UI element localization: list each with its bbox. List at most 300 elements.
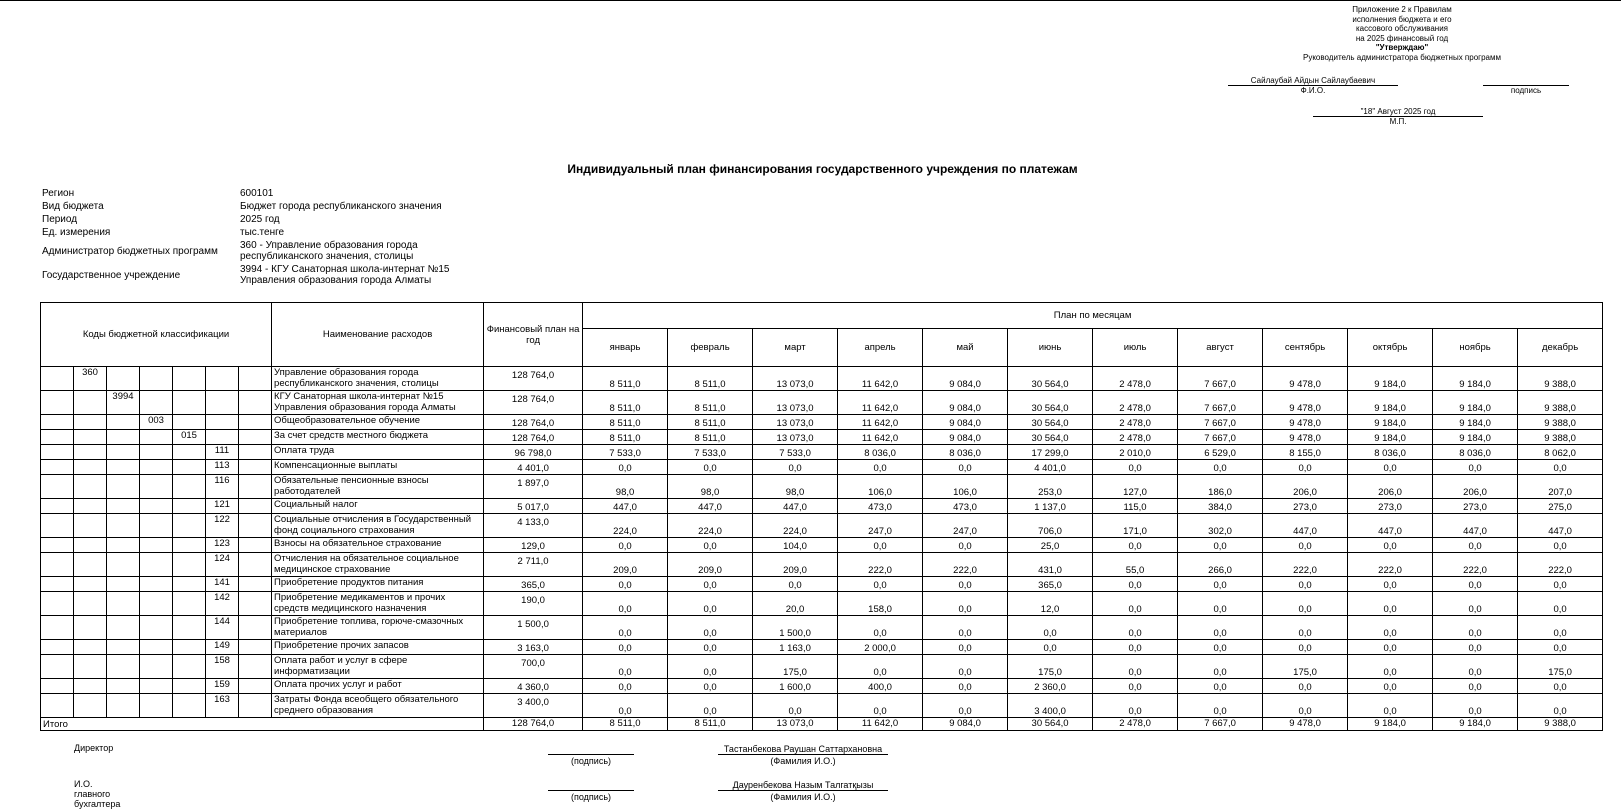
expense-name-cell: Оплата прочих услуг и работ <box>272 679 484 694</box>
month-value-cell: 209,0 <box>668 553 753 577</box>
month-value-cell: 0,0 <box>1178 694 1263 718</box>
month-value-cell: 2 478,0 <box>1093 430 1178 445</box>
header-month: июль <box>1093 329 1178 367</box>
month-value-cell: 9 184,0 <box>1433 367 1518 391</box>
month-value-cell: 0,0 <box>1348 577 1433 592</box>
annual-plan-cell: 700,0 <box>484 655 583 679</box>
month-value-cell: 9 084,0 <box>923 430 1008 445</box>
meta-row-administrator <box>42 239 470 263</box>
total-month: 30 564,0 <box>1008 718 1093 731</box>
top-rule <box>0 0 1621 1</box>
accountant-name: Дауренбекова Назым Талгатқызы <box>718 780 888 791</box>
budget-code-cell <box>239 430 272 445</box>
month-value-cell: 25,0 <box>1008 538 1093 553</box>
month-value-cell: 0,0 <box>668 679 753 694</box>
budget-code-cell: 144 <box>206 616 239 640</box>
budget-code-cell <box>107 475 140 499</box>
table-row <box>41 616 1603 640</box>
budget-code-cell <box>173 367 206 391</box>
month-value-cell: 447,0 <box>1433 514 1518 538</box>
month-value-cell: 11 642,0 <box>838 367 923 391</box>
budget-code-cell <box>74 655 107 679</box>
budget-code-cell <box>239 475 272 499</box>
table-row <box>41 460 1603 475</box>
budget-code-cell <box>239 655 272 679</box>
month-value-cell: 0,0 <box>1433 679 1518 694</box>
table-row <box>41 592 1603 616</box>
expense-name-cell: Социальный налог <box>272 499 484 514</box>
month-value-cell: 106,0 <box>838 475 923 499</box>
budget-code-cell <box>239 553 272 577</box>
month-value-cell: 7 667,0 <box>1178 415 1263 430</box>
budget-code-cell <box>74 538 107 553</box>
month-value-cell: 0,0 <box>1263 616 1348 640</box>
budget-code-cell <box>140 577 173 592</box>
month-value-cell: 0,0 <box>1178 577 1263 592</box>
month-value-cell: 0,0 <box>838 694 923 718</box>
meta-label: Вид бюджета <box>42 201 104 212</box>
budget-code-cell <box>173 616 206 640</box>
month-value-cell: 11 642,0 <box>838 391 923 415</box>
month-value-cell: 0,0 <box>668 460 753 475</box>
month-value-cell: 473,0 <box>923 499 1008 514</box>
header-month: октябрь <box>1348 329 1433 367</box>
budget-code-cell <box>173 538 206 553</box>
month-value-cell: 0,0 <box>1178 655 1263 679</box>
total-label: Итого <box>41 718 484 731</box>
budget-code-cell <box>173 655 206 679</box>
month-value-cell: 2 360,0 <box>1008 679 1093 694</box>
month-value-cell: 2 000,0 <box>838 640 923 655</box>
expense-name-cell: Отчисления на обязательное социальное медицинское страхование <box>272 553 484 577</box>
month-value-cell: 0,0 <box>1093 694 1178 718</box>
meta-row-period <box>42 213 470 226</box>
budget-code-cell <box>74 514 107 538</box>
accountant-sign-caption: (подпись) <box>570 792 612 802</box>
table-row <box>41 475 1603 499</box>
budget-code-cell <box>41 415 74 430</box>
month-value-cell: 0,0 <box>1263 592 1348 616</box>
annual-plan-cell: 365,0 <box>484 577 583 592</box>
meta-label: Ед. измерения <box>42 227 111 238</box>
director-name: Тастанбекова Раушан Саттархановна <box>718 744 888 755</box>
month-value-cell: 0,0 <box>583 694 668 718</box>
annual-plan-cell: 5 017,0 <box>484 499 583 514</box>
month-value-cell: 98,0 <box>583 475 668 499</box>
budget-code-cell <box>107 553 140 577</box>
budget-code-cell <box>173 415 206 430</box>
month-value-cell: 0,0 <box>1093 616 1178 640</box>
month-value-cell: 207,0 <box>1518 475 1603 499</box>
month-value-cell: 2 478,0 <box>1093 415 1178 430</box>
annual-plan-cell: 128 764,0 <box>484 430 583 445</box>
budget-code-cell <box>239 415 272 430</box>
month-value-cell: 0,0 <box>1348 460 1433 475</box>
header-month: сентябрь <box>1263 329 1348 367</box>
month-value-cell: 224,0 <box>668 514 753 538</box>
month-value-cell: 0,0 <box>1178 592 1263 616</box>
budget-code-cell <box>41 445 74 460</box>
annual-plan-cell: 128 764,0 <box>484 367 583 391</box>
month-value-cell: 222,0 <box>838 553 923 577</box>
month-value-cell: 273,0 <box>1263 499 1348 514</box>
month-value-cell: 30 564,0 <box>1008 367 1093 391</box>
month-value-cell: 1 137,0 <box>1008 499 1093 514</box>
budget-code-cell <box>239 640 272 655</box>
annual-plan-cell: 129,0 <box>484 538 583 553</box>
month-value-cell: 7 667,0 <box>1178 391 1263 415</box>
month-value-cell: 98,0 <box>753 475 838 499</box>
meta-value: 360 - Управление образования города республиканского значения, столицы <box>240 240 418 262</box>
total-month: 9 184,0 <box>1348 718 1433 731</box>
budget-code-cell: 360 <box>74 367 107 391</box>
budget-code-cell: 141 <box>206 577 239 592</box>
budget-code-cell <box>41 616 74 640</box>
budget-code-cell <box>239 460 272 475</box>
appendix-line: на 2025 финансовый год <box>1355 33 1449 43</box>
month-value-cell: 253,0 <box>1008 475 1093 499</box>
budget-code-cell <box>239 616 272 640</box>
month-value-cell: 9 184,0 <box>1433 415 1518 430</box>
month-value-cell: 0,0 <box>838 655 923 679</box>
budget-code-cell <box>239 577 272 592</box>
month-value-cell: 0,0 <box>1263 577 1348 592</box>
month-value-cell: 0,0 <box>923 679 1008 694</box>
month-value-cell: 0,0 <box>583 679 668 694</box>
budget-code-cell <box>140 445 173 460</box>
budget-code-cell: 149 <box>206 640 239 655</box>
month-value-cell: 0,0 <box>1433 655 1518 679</box>
month-value-cell: 9 184,0 <box>1348 415 1433 430</box>
month-value-cell: 0,0 <box>1348 538 1433 553</box>
budget-code-cell <box>107 592 140 616</box>
annual-plan-cell: 128 764,0 <box>484 391 583 415</box>
approver-name-block <box>1228 76 1398 95</box>
budget-code-cell <box>74 694 107 718</box>
month-value-cell: 0,0 <box>1518 679 1603 694</box>
month-value-cell: 209,0 <box>583 553 668 577</box>
month-value-cell: 158,0 <box>838 592 923 616</box>
budget-code-cell <box>239 592 272 616</box>
month-value-cell: 9 388,0 <box>1518 367 1603 391</box>
month-value-cell: 2 478,0 <box>1093 367 1178 391</box>
annual-plan-cell: 3 400,0 <box>484 694 583 718</box>
budget-code-cell <box>140 679 173 694</box>
table-row <box>41 445 1603 460</box>
budget-code-cell: 015 <box>173 430 206 445</box>
month-value-cell: 447,0 <box>583 499 668 514</box>
month-value-cell: 447,0 <box>668 499 753 514</box>
budget-code-cell <box>140 391 173 415</box>
budget-code-cell <box>173 499 206 514</box>
month-value-cell: 8 511,0 <box>668 430 753 445</box>
budget-code-cell <box>140 475 173 499</box>
month-value-cell: 8 036,0 <box>1433 445 1518 460</box>
month-value-cell: 8 062,0 <box>1518 445 1603 460</box>
month-value-cell: 9 184,0 <box>1433 391 1518 415</box>
appendix-line: кассового обслуживания <box>1355 24 1449 34</box>
budget-code-cell <box>74 679 107 694</box>
month-value-cell: 2 010,0 <box>1093 445 1178 460</box>
month-value-cell: 473,0 <box>838 499 923 514</box>
total-month: 13 073,0 <box>753 718 838 731</box>
month-value-cell: 3 400,0 <box>1008 694 1093 718</box>
budget-code-cell <box>107 415 140 430</box>
month-value-cell: 273,0 <box>1433 499 1518 514</box>
total-month: 2 478,0 <box>1093 718 1178 731</box>
month-value-cell: 706,0 <box>1008 514 1093 538</box>
total-month: 9 084,0 <box>923 718 1008 731</box>
budget-code-cell <box>74 553 107 577</box>
approval-date-block <box>1313 107 1483 126</box>
month-value-cell: 0,0 <box>583 640 668 655</box>
budget-code-cell <box>41 367 74 391</box>
accountant-name-caption: (Фамилия И.О.) <box>770 792 836 802</box>
budget-code-cell <box>173 694 206 718</box>
budget-code-cell: 124 <box>206 553 239 577</box>
month-value-cell: 6 529,0 <box>1178 445 1263 460</box>
month-value-cell: 0,0 <box>838 538 923 553</box>
budget-code-cell <box>239 694 272 718</box>
budget-code-cell <box>206 430 239 445</box>
budget-code-cell <box>74 577 107 592</box>
meta-value: тыс.тенге <box>240 227 285 238</box>
month-value-cell: 0,0 <box>1518 616 1603 640</box>
budget-code-cell <box>140 367 173 391</box>
month-value-cell: 222,0 <box>1263 553 1348 577</box>
month-value-cell: 0,0 <box>1518 694 1603 718</box>
month-value-cell: 0,0 <box>923 694 1008 718</box>
budget-code-cell <box>239 679 272 694</box>
month-value-cell: 0,0 <box>583 538 668 553</box>
month-value-cell: 0,0 <box>1348 679 1433 694</box>
month-value-cell: 175,0 <box>753 655 838 679</box>
month-value-cell: 9 084,0 <box>923 415 1008 430</box>
director-name-caption: (Фамилия И.О.) <box>770 756 836 766</box>
budget-code-cell <box>107 694 140 718</box>
month-value-cell: 0,0 <box>923 640 1008 655</box>
budget-code-cell <box>107 538 140 553</box>
header-name: Наименование расходов <box>272 303 484 367</box>
expense-name-cell: Оплата работ и услуг в сфере информатизации <box>272 655 484 679</box>
meta-label: Администратор бюджетных программ <box>42 245 218 257</box>
header-month: май <box>923 329 1008 367</box>
budget-code-cell: 122 <box>206 514 239 538</box>
month-value-cell: 0,0 <box>1093 655 1178 679</box>
expense-name-cell: Приобретение топлива, горюче-смазочных материалов <box>272 616 484 640</box>
table-row <box>41 367 1603 391</box>
total-annual: 128 764,0 <box>484 718 583 731</box>
table-row <box>41 415 1603 430</box>
budget-code-cell <box>173 514 206 538</box>
month-value-cell: 8 511,0 <box>583 367 668 391</box>
total-month: 11 642,0 <box>838 718 923 731</box>
budget-code-cell <box>41 679 74 694</box>
budget-code-cell <box>107 577 140 592</box>
month-value-cell: 8 036,0 <box>1348 445 1433 460</box>
month-value-cell: 0,0 <box>668 577 753 592</box>
month-value-cell: 8 511,0 <box>583 430 668 445</box>
meta-value: 600101 <box>240 188 274 199</box>
month-value-cell: 8 036,0 <box>923 445 1008 460</box>
table-row <box>41 655 1603 679</box>
month-value-cell: 17 299,0 <box>1008 445 1093 460</box>
budget-code-cell: 003 <box>140 415 173 430</box>
month-value-cell: 7 667,0 <box>1178 430 1263 445</box>
month-value-cell: 0,0 <box>583 616 668 640</box>
month-value-cell: 0,0 <box>923 460 1008 475</box>
header-month: апрель <box>838 329 923 367</box>
approver-sign-line <box>1483 76 1569 86</box>
table-row <box>41 640 1603 655</box>
budget-code-cell <box>41 553 74 577</box>
accountant-sign-line <box>548 780 634 791</box>
expense-name-cell: Социальные отчисления в Государственный фонд социального страхования <box>272 514 484 538</box>
budget-code-cell <box>107 679 140 694</box>
budget-code-cell <box>173 592 206 616</box>
month-value-cell: 7 533,0 <box>583 445 668 460</box>
month-value-cell: 30 564,0 <box>1008 391 1093 415</box>
total-month: 9 184,0 <box>1433 718 1518 731</box>
budget-code-cell <box>107 514 140 538</box>
financing-plan-table <box>40 302 1603 731</box>
budget-code-cell <box>107 616 140 640</box>
appendix-line: Приложение 2 к Правилам <box>1352 5 1452 14</box>
budget-code-cell <box>107 445 140 460</box>
budget-code-cell <box>107 655 140 679</box>
month-value-cell: 247,0 <box>923 514 1008 538</box>
budget-code-cell <box>239 391 272 415</box>
month-value-cell: 0,0 <box>1093 460 1178 475</box>
budget-code-cell <box>74 445 107 460</box>
total-month: 9 478,0 <box>1263 718 1348 731</box>
month-value-cell: 0,0 <box>923 577 1008 592</box>
budget-code-cell <box>173 445 206 460</box>
meta-label: Регион <box>42 188 75 199</box>
month-value-cell: 0,0 <box>1263 460 1348 475</box>
annual-plan-cell: 4 360,0 <box>484 679 583 694</box>
month-value-cell: 7 667,0 <box>1178 367 1263 391</box>
budget-code-cell <box>173 391 206 415</box>
annual-plan-cell: 190,0 <box>484 592 583 616</box>
month-value-cell: 0,0 <box>1178 640 1263 655</box>
budget-code-cell <box>107 460 140 475</box>
budget-code-cell <box>74 415 107 430</box>
month-value-cell: 9 084,0 <box>923 367 1008 391</box>
budget-code-cell <box>41 391 74 415</box>
month-value-cell: 302,0 <box>1178 514 1263 538</box>
month-value-cell: 247,0 <box>838 514 923 538</box>
table-row <box>41 577 1603 592</box>
expense-name-cell: За счет средств местного бюджета <box>272 430 484 445</box>
budget-code-cell <box>107 499 140 514</box>
meta-row-unit <box>42 226 470 239</box>
month-value-cell: 8 511,0 <box>668 415 753 430</box>
month-value-cell: 0,0 <box>1518 577 1603 592</box>
annual-plan-cell: 3 163,0 <box>484 640 583 655</box>
month-value-cell: 224,0 <box>753 514 838 538</box>
budget-code-cell: 123 <box>206 538 239 553</box>
month-value-cell: 222,0 <box>923 553 1008 577</box>
month-value-cell: 9 184,0 <box>1348 430 1433 445</box>
total-month: 8 511,0 <box>583 718 668 731</box>
month-value-cell: 13 073,0 <box>753 391 838 415</box>
budget-code-cell <box>140 460 173 475</box>
month-value-cell: 0,0 <box>668 640 753 655</box>
director-sign-caption: (подпись) <box>570 756 612 766</box>
budget-code-cell <box>140 640 173 655</box>
budget-code-cell <box>173 553 206 577</box>
month-value-cell: 30 564,0 <box>1008 430 1093 445</box>
month-value-cell: 0,0 <box>1008 616 1093 640</box>
annual-plan-cell: 4 133,0 <box>484 514 583 538</box>
month-value-cell: 0,0 <box>1263 538 1348 553</box>
month-value-cell: 0,0 <box>1348 694 1433 718</box>
budget-code-cell <box>140 553 173 577</box>
approver-sign-block <box>1483 76 1569 95</box>
budget-code-cell <box>41 475 74 499</box>
table-row <box>41 514 1603 538</box>
month-value-cell: 0,0 <box>668 538 753 553</box>
budget-code-cell <box>41 499 74 514</box>
total-month: 9 388,0 <box>1518 718 1603 731</box>
month-value-cell: 9 184,0 <box>1433 430 1518 445</box>
month-value-cell: 0,0 <box>1348 640 1433 655</box>
month-value-cell: 0,0 <box>1178 679 1263 694</box>
month-value-cell: 12,0 <box>1008 592 1093 616</box>
month-value-cell: 127,0 <box>1093 475 1178 499</box>
director-role: Директор <box>74 743 114 753</box>
table-row <box>41 499 1603 514</box>
month-value-cell: 0,0 <box>668 592 753 616</box>
director-sign-line <box>548 744 634 755</box>
annual-plan-cell: 4 401,0 <box>484 460 583 475</box>
budget-code-cell <box>206 367 239 391</box>
budget-code-cell <box>239 445 272 460</box>
month-value-cell: 0,0 <box>1093 679 1178 694</box>
month-value-cell: 171,0 <box>1093 514 1178 538</box>
month-value-cell: 8 511,0 <box>583 415 668 430</box>
header-month: август <box>1178 329 1263 367</box>
budget-code-cell: 163 <box>206 694 239 718</box>
month-value-cell: 9 388,0 <box>1518 391 1603 415</box>
month-value-cell: 447,0 <box>1348 514 1433 538</box>
month-value-cell: 0,0 <box>1433 538 1518 553</box>
month-value-cell: 0,0 <box>1433 694 1518 718</box>
month-value-cell: 0,0 <box>1433 460 1518 475</box>
meta-row-budget-type <box>42 200 470 213</box>
expense-name-cell: Затраты Фонда всеобщего обязательного среднего образования <box>272 694 484 718</box>
budget-code-cell <box>74 475 107 499</box>
document-meta <box>42 187 470 287</box>
month-value-cell: 275,0 <box>1518 499 1603 514</box>
month-value-cell: 9 478,0 <box>1263 430 1348 445</box>
budget-code-cell <box>74 391 107 415</box>
header-month: ноябрь <box>1433 329 1518 367</box>
budget-code-cell <box>107 367 140 391</box>
table-row <box>41 430 1603 445</box>
month-value-cell: 0,0 <box>1178 460 1263 475</box>
month-value-cell: 0,0 <box>668 616 753 640</box>
month-value-cell: 0,0 <box>583 655 668 679</box>
budget-code-cell <box>41 514 74 538</box>
month-value-cell: 4 401,0 <box>1008 460 1093 475</box>
expense-name-cell: Взносы на обязательное страхование <box>272 538 484 553</box>
budget-code-cell <box>239 367 272 391</box>
annual-plan-cell: 1 897,0 <box>484 475 583 499</box>
meta-label: Период <box>42 214 78 225</box>
expense-name-cell: Приобретение медикаментов и прочих средств медицинского назначения <box>272 592 484 616</box>
